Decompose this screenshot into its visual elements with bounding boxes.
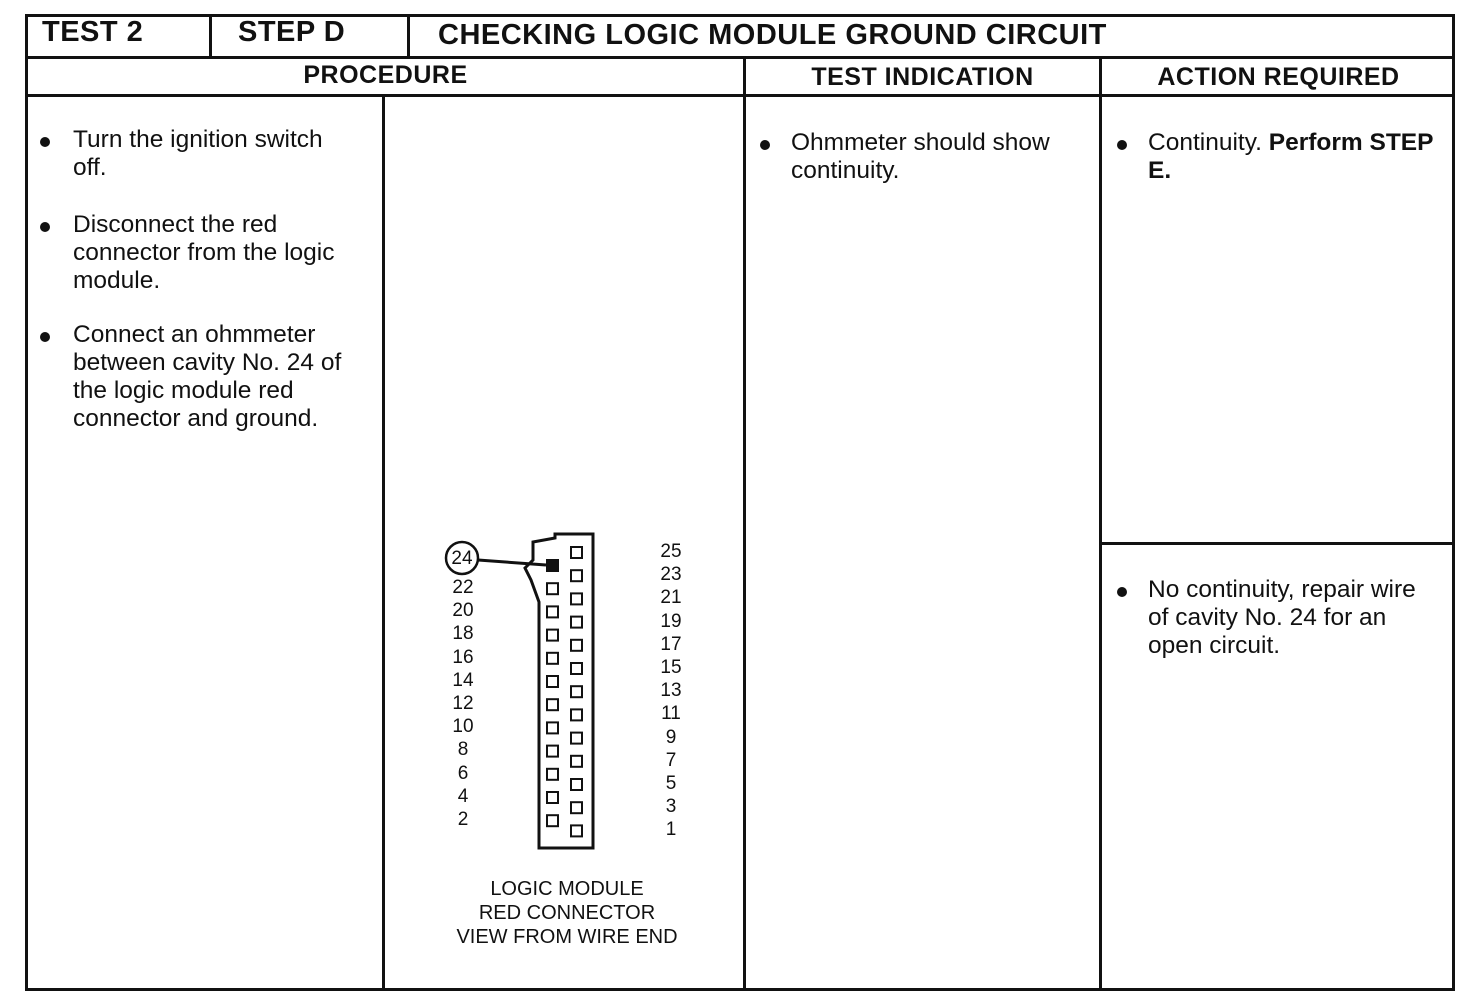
pin-label: 2: [457, 809, 469, 830]
pin-label: 19: [660, 610, 682, 632]
pin-label: 1: [665, 819, 677, 841]
procedure-step-3: Connect an ohmmeter between cavity No. 24 of the logic module red connector and ground.: [73, 321, 342, 432]
header-divider-2: [407, 14, 410, 58]
pin-label: 25: [660, 541, 682, 562]
cavity-10: [547, 722, 558, 733]
cavity-22: [547, 583, 558, 594]
cavity-9: [571, 733, 582, 744]
test-indication-column-header: TEST INDICATION: [811, 63, 1034, 91]
cavity-20: [547, 606, 558, 617]
pin-label: 10: [452, 716, 474, 738]
header-divider-1: [209, 14, 212, 58]
pin-label: 21: [660, 587, 682, 609]
pin-label: 9: [665, 726, 677, 748]
cavity-13: [571, 686, 582, 697]
action-continuity-text: Continuity.: [1148, 129, 1262, 156]
procedure-step-2: Disconnect the red connector from the logic module.: [73, 211, 335, 294]
test-action-divider: [1099, 56, 1102, 991]
header-bottom-rule: [25, 56, 1455, 59]
bullet-icon: [1117, 587, 1127, 597]
probe-wire: [478, 560, 546, 565]
cavity-5: [571, 779, 582, 790]
cavity-12: [547, 699, 558, 710]
procedure-test-divider: [743, 56, 746, 991]
caption-line-1: LOGIC MODULE: [490, 878, 644, 900]
pin-label: 3: [665, 796, 677, 818]
test-indication-text: Ohmmeter should show continuity.: [791, 129, 1050, 184]
pin-label: 16: [452, 646, 474, 668]
pin-label: 7: [665, 749, 677, 771]
action-no-continuity: No continuity, repair wire of cavity No. 24 for an open circuit.: [1148, 576, 1416, 659]
pin-label: 22: [452, 577, 474, 598]
cavity-7: [571, 756, 582, 767]
action-continuity: [1148, 129, 1438, 185]
pin-label: 20: [452, 600, 474, 622]
action-split-rule: [1099, 542, 1455, 545]
cavity-23: [571, 570, 582, 581]
procedure-step-1: Turn the ignition switch off.: [73, 126, 323, 181]
cavity-1: [571, 825, 582, 836]
page-title: CHECKING LOGIC MODULE GROUND CIRCUIT: [438, 19, 1107, 51]
pin-label: 5: [665, 773, 677, 794]
pin-label: 18: [452, 623, 474, 645]
column-header-bottom-rule: [25, 94, 1455, 97]
pin-label: 12: [452, 693, 474, 714]
cavity-4: [547, 792, 558, 803]
pin-label: 14: [452, 669, 474, 691]
action-continuity-next-step: Perform STEP E.: [1148, 129, 1434, 184]
caption-line-2: RED CONNECTOR: [478, 902, 656, 924]
pin-label-highlighted: 24: [451, 548, 473, 569]
cavity-15: [571, 663, 582, 674]
cavity-24: [547, 560, 558, 571]
cavity-6: [547, 769, 558, 780]
bullet-icon: [760, 140, 770, 150]
cavity-18: [547, 630, 558, 641]
cavity-3: [571, 802, 582, 813]
cavity-19: [571, 617, 582, 628]
cavity-17: [571, 640, 582, 651]
cavity-11: [571, 709, 582, 720]
caption-line-3: VIEW FROM WIRE END: [456, 926, 678, 948]
bullet-icon: [40, 222, 50, 232]
pin-label: 15: [660, 657, 682, 678]
pin-label: 6: [457, 762, 469, 784]
pin-label: 4: [457, 785, 469, 807]
cavity-2: [547, 815, 558, 826]
test-number: TEST 2: [42, 16, 144, 48]
pin-label: 8: [457, 739, 469, 761]
pin-label: 23: [660, 564, 682, 586]
pin-label: 11: [661, 703, 681, 725]
cavity-8: [547, 746, 558, 757]
pin-label: 17: [660, 633, 682, 655]
bullet-icon: [1117, 140, 1127, 150]
step-label: STEP D: [238, 16, 346, 48]
connector-caption: [407, 877, 727, 949]
procedure-column-header: PROCEDURE: [303, 61, 468, 89]
cavity-14: [547, 676, 558, 687]
cavity-25: [571, 547, 582, 558]
cavity-16: [547, 653, 558, 664]
pin-label: 13: [660, 680, 682, 702]
cavity-21: [571, 593, 582, 604]
bullet-icon: [40, 137, 50, 147]
bullet-icon: [40, 332, 50, 342]
action-required-column-header: ACTION REQUIRED: [1157, 63, 1400, 91]
